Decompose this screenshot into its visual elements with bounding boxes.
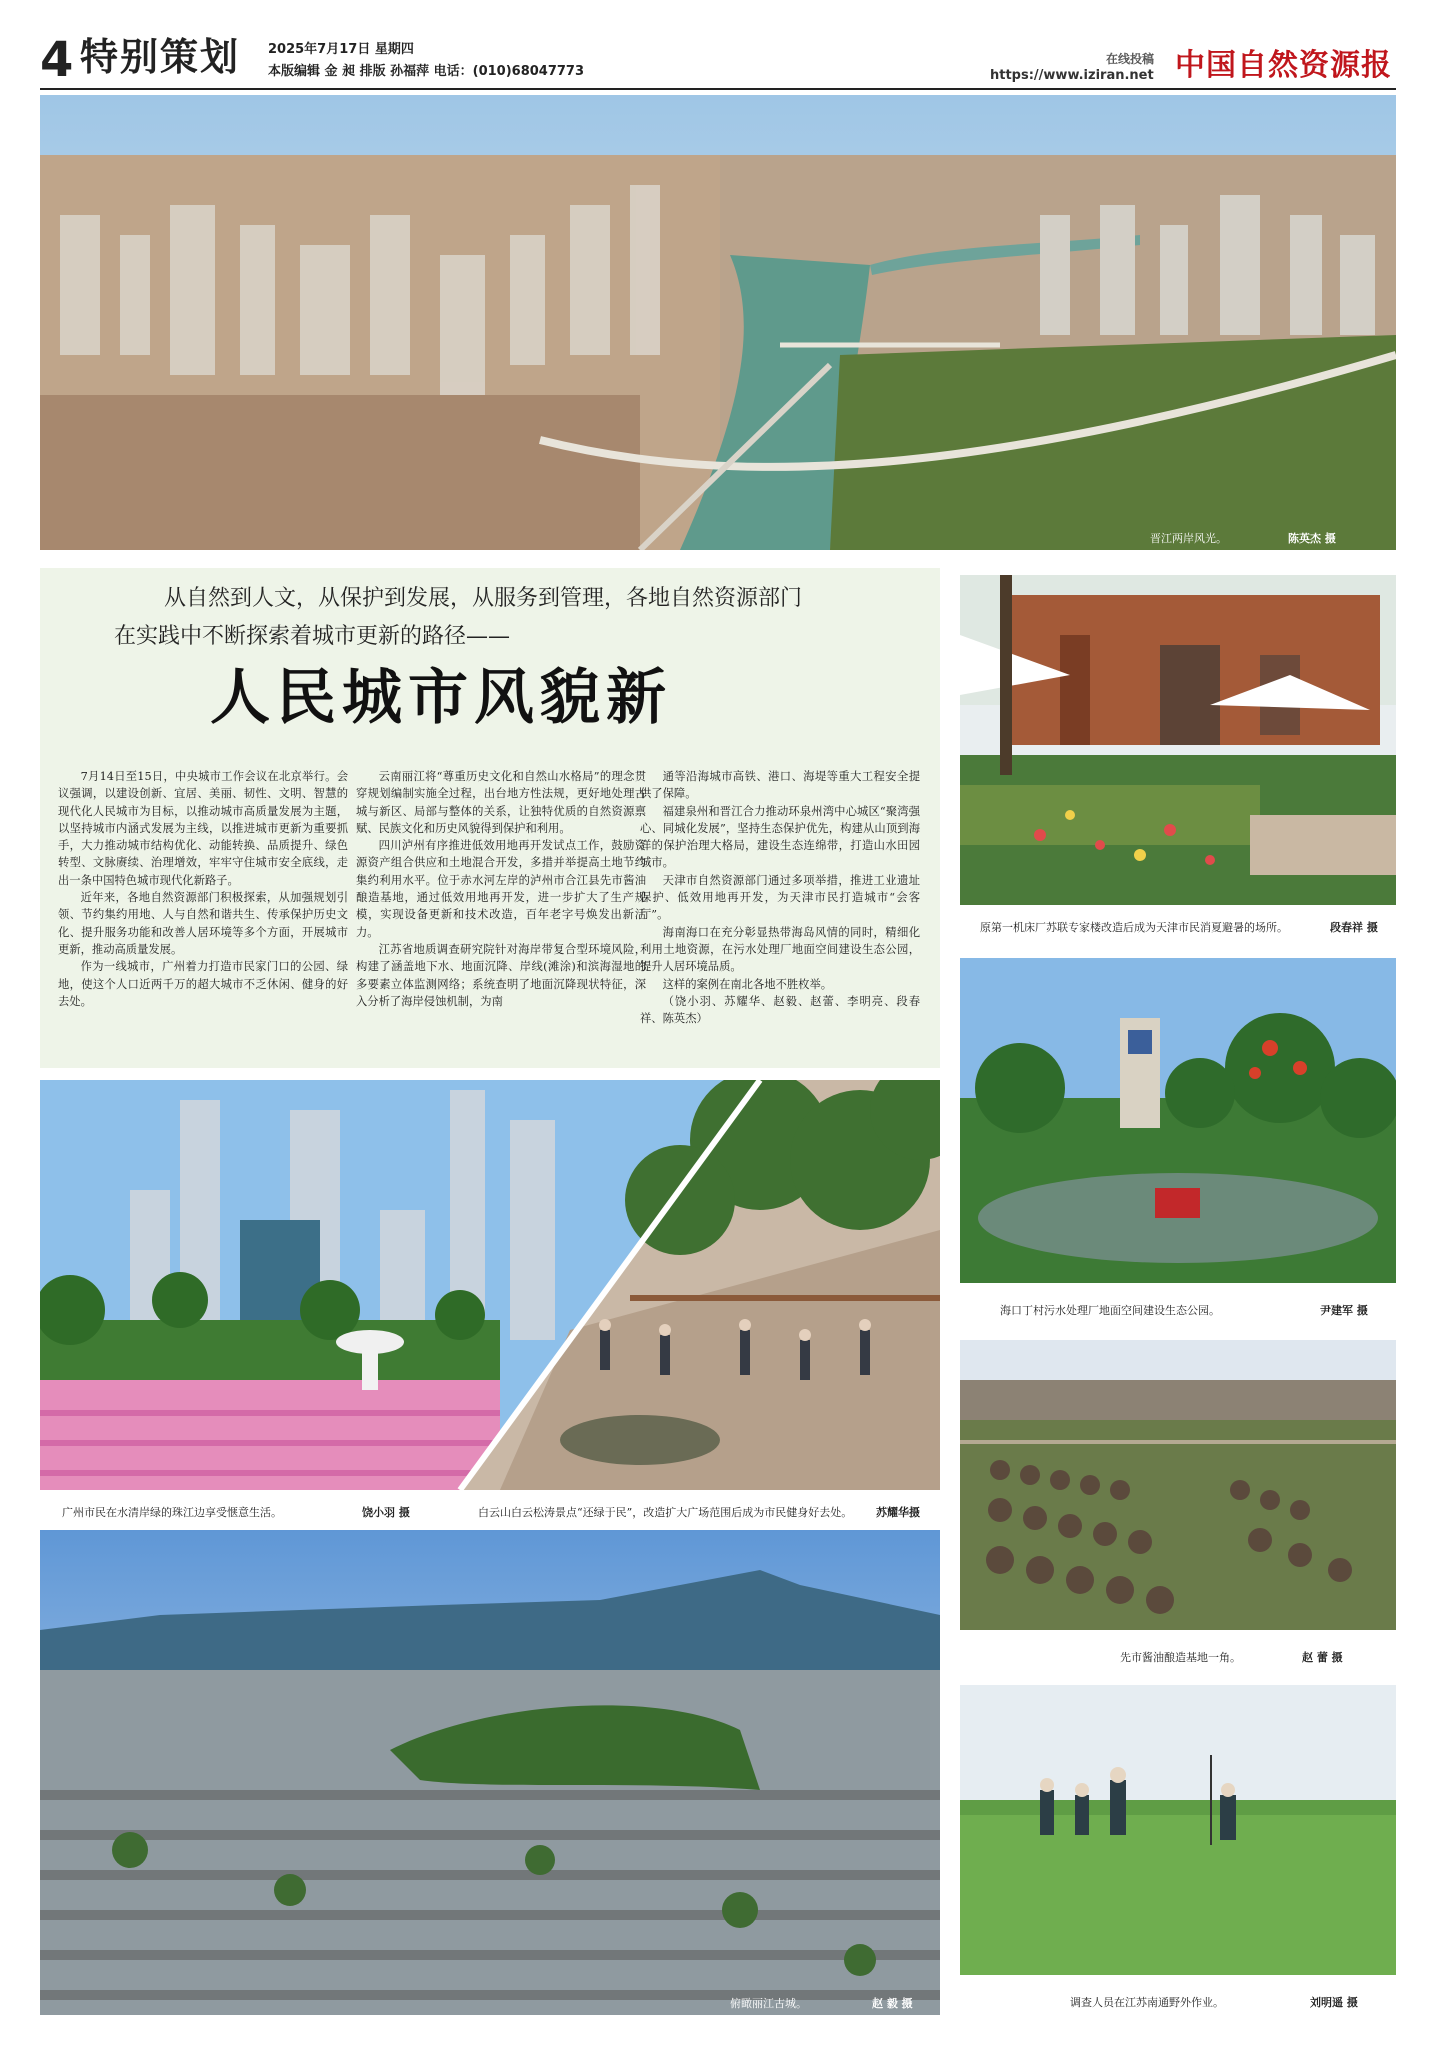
photo-guangzhou-pearl-river <box>40 1080 940 1490</box>
paragraph: 作为一线城市，广州着力打造市民家门口的公园、绿地，使这个人口近两千万的超大城市不乏休闲、健身的好去处。 <box>58 960 348 1008</box>
article-headline: 人民城市风貌新 <box>210 663 672 733</box>
credit-baiyun: 苏耀华摄 <box>876 1506 920 1519</box>
caption-factory: 原第一机床厂苏联专家楼改造后成为天津市民消夏避暑的场所。 <box>980 921 1288 934</box>
article-column-3 <box>640 768 920 1027</box>
credit-guangzhou: 饶小羽 摄 <box>362 1506 410 1519</box>
site-url-link[interactable]: https://www.iziran.net <box>990 68 1154 83</box>
credit-jinjiang: 陈英杰 摄 <box>1288 532 1336 545</box>
paragraph: 福建泉州和晋江合力推动环泉州湾中心城区“聚湾强心、同城化发展”，坚持生态保护优先，构建从山顶到海洋的保护治理大格局，建设生态连绵带，打造山水田园城市。 <box>640 804 920 870</box>
paragraph: 天津市自然资源部门通过多项举措，推进工业遗址保护、低效用地再开发，为天津市民打造城市“会客厅”。 <box>640 873 920 922</box>
credit-park: 尹建军 摄 <box>1320 1304 1368 1317</box>
header-rule <box>40 88 1396 90</box>
section-title: 特别策划 <box>80 35 241 79</box>
caption-jinjiang: 晋江两岸风光。 <box>1150 532 1227 545</box>
paragraph: 海南海口在充分彰显热带海岛风情的同时，精细化利用土地资源，在污水处理厂地面空间建设生态公园，提升人居环境品质。 <box>640 925 920 974</box>
article-kicker <box>100 580 920 656</box>
submit-label[interactable]: 在线投稿 <box>1106 52 1155 66</box>
credit-factory: 段春祥 摄 <box>1330 921 1378 934</box>
paragraph: 云南丽江将“尊重历史文化和自然山水格局”的理念贯穿规划编制实施全过程，出台地方性法规，更好地处理古城与新区、局部与整体的关系，让独特优质的自然资源禀赋、民族文化和历史风貌得到保护和利用。 <box>356 770 646 835</box>
photo-soy-base <box>960 1340 1396 1630</box>
date-line: 2025年7月17日 星期四 <box>268 42 414 57</box>
photo-haikou-park <box>960 958 1396 1283</box>
soy-illustration <box>960 1340 1396 1630</box>
jinjiang-illustration <box>40 95 1396 550</box>
paragraph: 这样的案例在南北各地不胜枚举。 <box>662 977 833 991</box>
guangzhou-illustration <box>40 1080 940 1490</box>
factory-illustration <box>960 575 1396 905</box>
article-column-2 <box>356 768 646 1010</box>
kicker-line-1: 从自然到人文，从保护到发展，从服务到管理，各地自然资源部门 <box>164 586 803 611</box>
caption-guangzhou: 广州市民在水清岸绿的珠江边享受惬意生活。 <box>62 1506 282 1519</box>
editor-line: 本版编辑 金 昶 排版 孙福萍 电话：(010)68047773 <box>268 64 585 79</box>
photo-lijiang-old-town <box>40 1530 940 2015</box>
survey-illustration <box>960 1685 1396 1975</box>
lijiang-illustration <box>40 1530 940 2015</box>
masthead-logo: 中国自然资源报 <box>1175 48 1392 83</box>
park-illustration <box>960 958 1396 1283</box>
paragraph: 江苏省地质调查研究院针对海岸带复合型环境风险，构建了涵盖地下水、地面沉降、岸线(滩涂)和滨海湿地的多要素立体监测网络；系统查明了地面沉降现状特征，深入分析了海岸侵蚀机制，为南 <box>356 942 646 1008</box>
paragraph: 四川泸州有序推进低效用地再开发试点工作，鼓励资源资产组合供应和土地混合开发，多措并举提高土地节约集约利用水平。位于赤水河左岸的泸州市合江县先市酱油酿造基地，通过低效用地再开发，进一步扩大了生产规模，实现设备更新和技术改造，百年老字号焕发出新活力。 <box>356 839 646 939</box>
caption-soy: 先市酱油酿造基地一角。 <box>1120 1651 1241 1664</box>
paragraph: 近年来，各地自然资源部门积极探索，从加强规划引领、节约集约用地、人与自然和谐共生、传承保护历史文化、提升服务功能和改善人居环境等多个方面，开展城市更新，推动高质量发展。 <box>58 891 348 956</box>
article-column-1 <box>58 768 348 1010</box>
credit-survey: 刘明遥 摄 <box>1310 1996 1358 2009</box>
credit-lijiang: 赵 毅 摄 <box>872 1997 913 2010</box>
paragraph: 通等沿海城市高铁、港口、海堤等重大工程安全提供了保障。 <box>640 770 920 801</box>
photo-nantong-survey <box>960 1685 1396 1975</box>
page-number: 4 <box>40 32 74 88</box>
credit-soy: 赵 蕾 摄 <box>1302 1651 1343 1664</box>
caption-park: 海口丁村污水处理厂地面空间建设生态公园。 <box>1000 1304 1220 1317</box>
caption-survey: 调查人员在江苏南通野外作业。 <box>1070 1996 1224 2009</box>
kicker-line-2: 在实践中不断探索着城市更新的路径—— <box>114 624 511 649</box>
byline: （饶小羽、苏耀华、赵毅、赵蕾、李明亮、段春祥、陈英杰） <box>640 994 920 1026</box>
caption-baiyun: 白云山白云松涛景点“还绿于民”，改造扩大广场范围后成为市民健身好去处。 <box>478 1506 853 1519</box>
caption-lijiang: 俯瞰丽江古城。 <box>730 1997 807 2010</box>
paragraph: 7月14日至15日，中央城市工作会议在北京举行。会议强调，以建设创新、宜居、美丽、韧性、文明、智慧的现代化人民城市为目标，以推动城市高质量发展为主题，以坚持城市内涵式发展为主线，以推进城市更新为重要抓手，大力推动城市结构优化、动能转换、品质提升、绿色转型、文脉赓续、治理增效，牢牢守住城市安全底线，走出一条中国特色城市现代化新路子。 <box>58 770 348 887</box>
photo-jinjiang-panorama <box>40 95 1396 550</box>
photo-tianjin-factory <box>960 575 1396 905</box>
